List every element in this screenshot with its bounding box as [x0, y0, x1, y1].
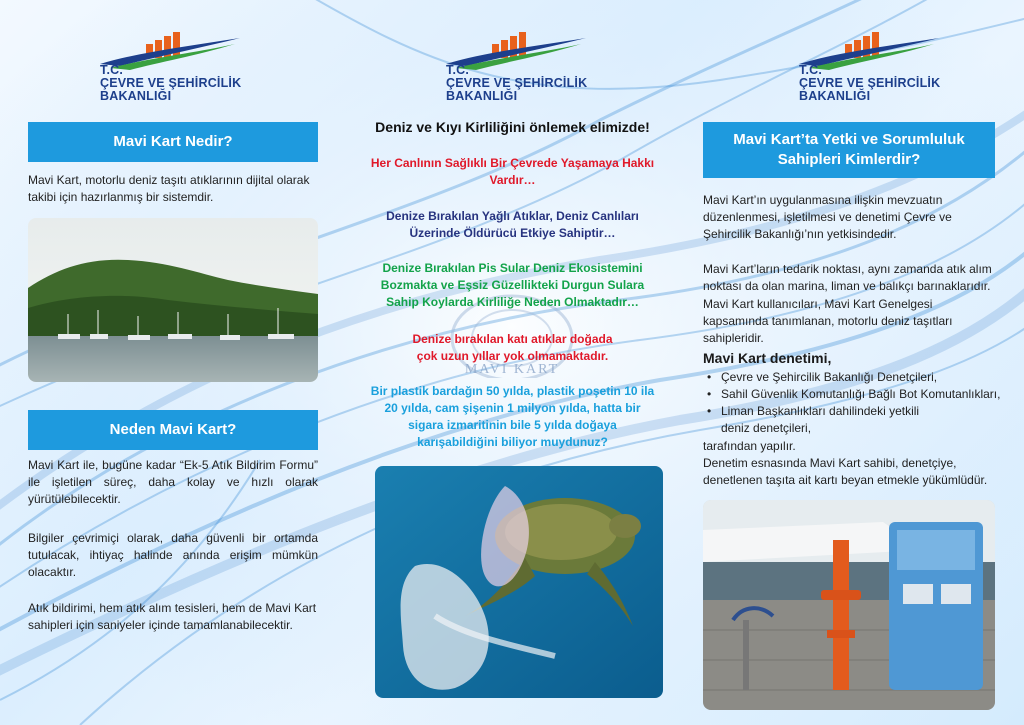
ministry-name — [446, 64, 587, 103]
marina-photo-image — [703, 500, 995, 710]
statement-health: Her Canlının Sağlıklı Bir Çevrede Yaşamaya Hakkı Vardır… — [370, 156, 655, 187]
statement-solid-waste: Denize bırakılan katı atıklar doğada çok uzun yıllar yok olmamaktadır. — [412, 332, 613, 363]
what-is-text: Mavi Kart, motorlu deniz taşıtı atıklarının dijital olarak takibi için hazırlanmış bir sistemdir. — [28, 173, 310, 204]
why-para-1: Mavi Kart ile, bugüne kadar “Ek-5 Atık Bildirim Formu” ile işletilen süreç, daha kolay ve hızlı olarak yürütülebilecektir. — [28, 458, 318, 506]
list-item: • Sahil Güvenlik Komutanlığı Bağlı Bot Komutanlıkları, — [721, 386, 1013, 403]
heading-why-mavi-kart: Neden Mavi Kart? — [28, 410, 318, 450]
why-para-2: Bilgiler çevrimiçi olarak, daha güvenli bir ortamda tutulacak, ihtiyaç halinde anında erişim mümkün olacaktır. — [28, 531, 318, 579]
ministry-logo — [28, 0, 320, 110]
list-item: • Liman Başkanlıkları dahilindeki yetkili deniz denetçileri, — [721, 403, 951, 437]
watermark-text: MAVİ KART — [464, 362, 560, 377]
left-panel — [28, 0, 320, 725]
ministry-line-1: T.C. — [100, 63, 124, 77]
ministry-name — [799, 64, 940, 103]
ministry-logo-middle — [360, 0, 665, 110]
coast-photo-image — [28, 218, 318, 382]
responsibility-para-3: Mavi Kart kullanıcıları, Mavi Kart Genelgesi kapsamında tanımlanan, motorlu deniz taşıtları sahipleridir. — [703, 297, 953, 345]
ministry-logo-right — [703, 0, 995, 110]
ministry-line-3: BAKANLIĞI — [446, 89, 518, 103]
why-para-3: Atık bildirimi, hem atık alım tesisleri, hem de Mavi Kart sahipleri için saniyeler içinde tamamlanabilecektir. — [28, 601, 317, 632]
ministry-line-2: ÇEVRE VE ŞEHİRCİLİK — [799, 76, 941, 90]
list-item: • Çevre ve Şehircilik Bakanlığı Denetçileri, — [721, 369, 1013, 386]
responsibility-para-2: Mavi Kart’ların tedarik noktası, aynı zamanda atık alım noktası da olan marina, liman ve balıkçı barınaklarıdır. — [703, 262, 992, 293]
turtle-photo — [375, 466, 663, 698]
inspection-after: tarafından yapılır. — [703, 439, 796, 453]
ministry-line-3: BAKANLIĞI — [799, 89, 871, 103]
ministry-line-1: T.C. — [799, 63, 823, 77]
heading-responsibility: Mavi Kart’ta Yetki ve Sorumluluk Sahipleri Kimlerdir? — [703, 122, 995, 178]
ministry-line-2: ÇEVRE VE ŞEHİRCİLİK — [100, 76, 242, 90]
ministry-name — [100, 64, 241, 103]
statement-sewage: Denize Bırakılan Pis Sular Deniz Ekosistemini Bozmakta ve Eşsiz Güzellikteki Durgun Sulara Sahip Koylarda Kirliliğe Neden Olmaktadır… — [380, 261, 645, 309]
ministry-line-1: T.C. — [446, 63, 470, 77]
ministry-line-2: ÇEVRE VE ŞEHİRCİLİK — [446, 76, 588, 90]
middle-panel — [360, 0, 665, 725]
turtle-photo-image — [375, 466, 663, 698]
inspection-final: Denetim esnasında Mavi Kart sahibi, denetçiye, denetlenen taşıta ait kartı beyan etmekle yükümlüdür. — [703, 456, 988, 487]
ministry-line-3: BAKANLIĞI — [100, 89, 172, 103]
coast-photo — [28, 218, 318, 382]
responsibility-para-1: Mavi Kart’ın uygulanmasına ilişkin mevzuatın düzenlenmesi, işletilmesi ve denetimi Çevre ve Şehircilik Bakanlığı’nın yetkisindedir. — [703, 193, 952, 241]
right-panel — [703, 0, 1001, 725]
middle-title: Deniz ve Kıyı Kirliliğini önlemek elimizde! — [375, 119, 650, 135]
inspection-subheading: Mavi Kart denetimi, — [703, 350, 832, 366]
marina-photo — [703, 500, 995, 710]
statement-oil: Denize Bırakılan Yağlı Atıklar, Deniz Canlıları Üzerinde Öldürücü Etkiye Sahiptir… — [386, 209, 639, 240]
inspection-list — [703, 369, 1013, 437]
statement-plastic: Bir plastik bardağın 50 yılda, plastik poşetin 10 ila 20 yılda, cam şişenin 1 milyon yılda, hatta bir sigara izmaritinin bile 5 yılda doğaya karışabildiğini biliyor muydunuz? — [370, 384, 655, 449]
heading-what-is-mavi-kart: Mavi Kart Nedir? — [28, 122, 318, 162]
